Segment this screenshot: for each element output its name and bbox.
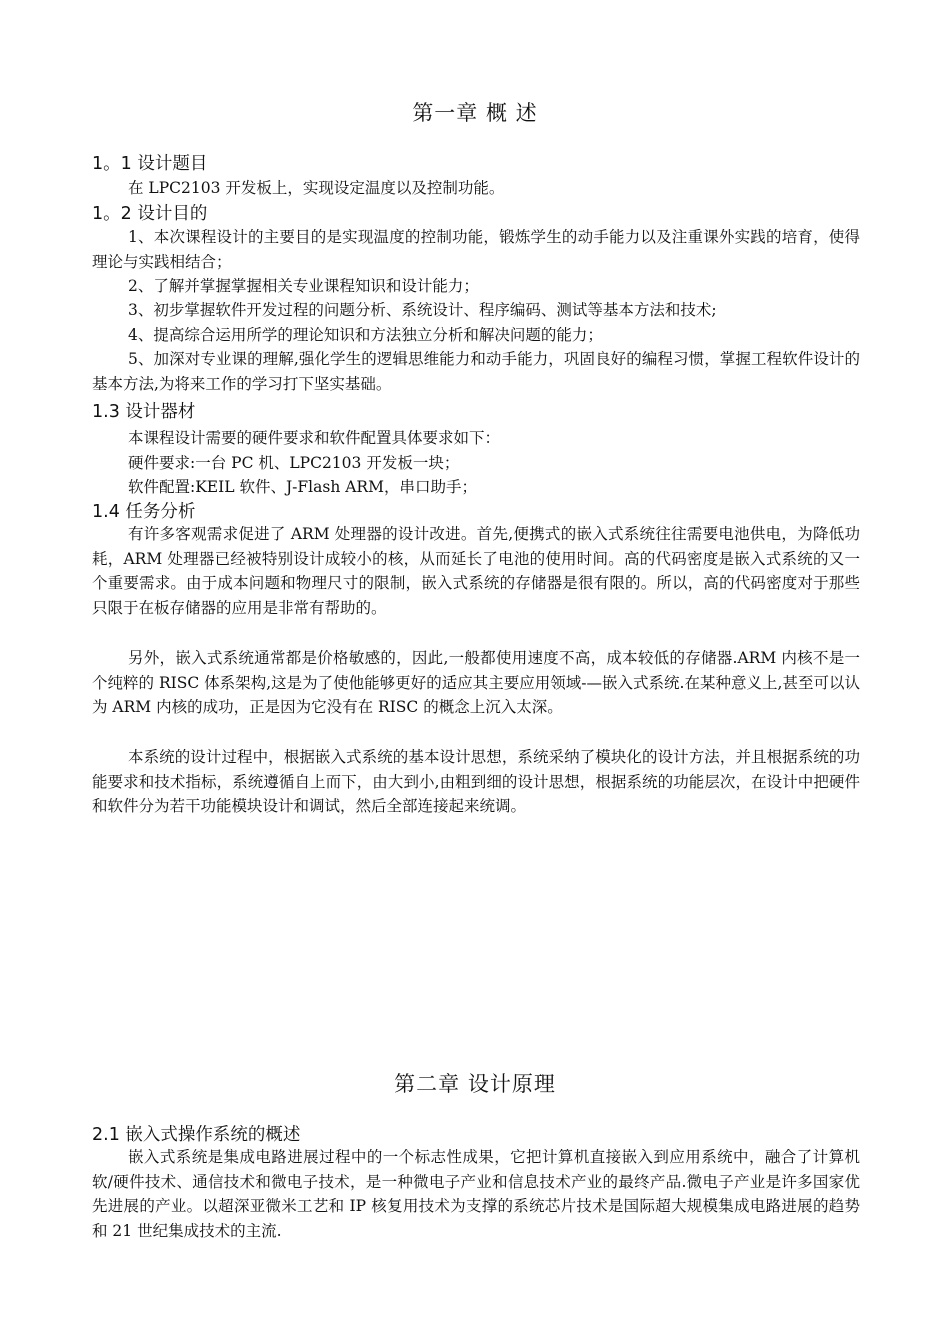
section-1-3-line-3: 软件配置:KEIL 软件、J-Flash ARM，串口助手； xyxy=(128,478,477,496)
section-1-4-paragraph-1: 有许多客观需求促进了 ARM 处理器的设计改进。首先,便携式的嵌入式系统往往需要电池供电，为降低功耗，ARM 处理器已经被特别设计成较小的核，从而延长了电池的使用时间。高的代码密度是嵌入式系统的又一个重要需求。由于成本问题和物理尺寸的限制，嵌入式系统的存储器是很有限的。所以，高的代码密度对于那些只限于在板存储器的应用是非常有帮助的。 xyxy=(92,525,860,617)
section-1-4-heading: 1.4 任务分析 xyxy=(92,502,196,522)
section-1-2-item-1: 1、本次课程设计的主要目的是实现温度的控制功能，锻炼学生的动手能力以及注重课外实践的培育，使得理论与实践相结合； xyxy=(92,228,860,271)
section-2-1-text: 嵌入式系统是集成电路进展过程中的一个标志性成果，它把计算机直接嵌入到应用系统中，融合了计算机软/硬件技术、通信技术和微电子技术，是一种微电子产业和信息技术产业的最终产品.微电子产业是许多国家优先进展的产业。以超深亚微米工艺和 IP 核复用技术为支撑的系统芯片技术是国际超大规模集成电路进展的趋势和 21 世纪集成技术的主流. xyxy=(92,1148,860,1240)
section-1-1-heading: 1。1 设计题目 xyxy=(92,154,208,174)
section-1-1-text: 在 LPC2103 开发板上，实现设定温度以及控制功能。 xyxy=(128,179,505,197)
section-1-4-paragraph-3: 本系统的设计过程中，根据嵌入式系统的基本设计思想，系统采纳了模块化的设计方法，并且根据系统的功能要求和技术指标，系统遵循自上而下，由大到小,由粗到细的设计思想，根据系统的功能层次，在设计中把硬件和软件分为若干功能模块设计和调试，然后全部连接起来统调。 xyxy=(92,748,860,815)
section-1-2-item-3: 3、初步掌握软件开发过程的问题分析、系统设计、程序编码、测试等基本方法和技术; xyxy=(128,301,717,319)
section-2-1-heading: 2.1 嵌入式操作系统的概述 xyxy=(92,1125,301,1145)
section-1-2-item-5: 5、加深对专业课的理解,强化学生的逻辑思维能力和动手能力，巩固良好的编程习惯，掌握工程软件设计的基本方法,为将来工作的学习打下坚实基础。 xyxy=(92,350,860,393)
section-1-3-line-1: 本课程设计需要的硬件要求和软件配置具体要求如下： xyxy=(128,429,501,447)
section-1-3-heading: 1.3 设计器材 xyxy=(92,402,196,422)
section-1-2-heading: 1。2 设计目的 xyxy=(92,204,208,224)
section-1-3-line-2: 硬件要求:一台 PC 机、LPC2103 开发板一块； xyxy=(128,454,460,472)
chapter1-title: 第一章 概 述 xyxy=(412,101,538,125)
section-1-2-item-2: 2、了解并掌握掌握相关专业课程知识和设计能力； xyxy=(128,277,479,295)
chapter2-title: 第二章 设计原理 xyxy=(394,1072,556,1096)
section-1-2-item-4: 4、提高综合运用所学的理论知识和方法独立分析和解决问题的能力； xyxy=(128,326,603,344)
section-1-4-paragraph-2: 另外，嵌入式系统通常都是价格敏感的，因此,一般都使用速度不高，成本较低的存储器.ARM 内核不是一个纯粹的 RISC 体系架构,这是为了使他能够更好的适应其主要应用领域-—嵌入式系统.在某种意义上,甚至可以认为 ARM 内核的成功，正是因为它没有在 RISC 的概念上沉入太深。 xyxy=(92,649,860,716)
